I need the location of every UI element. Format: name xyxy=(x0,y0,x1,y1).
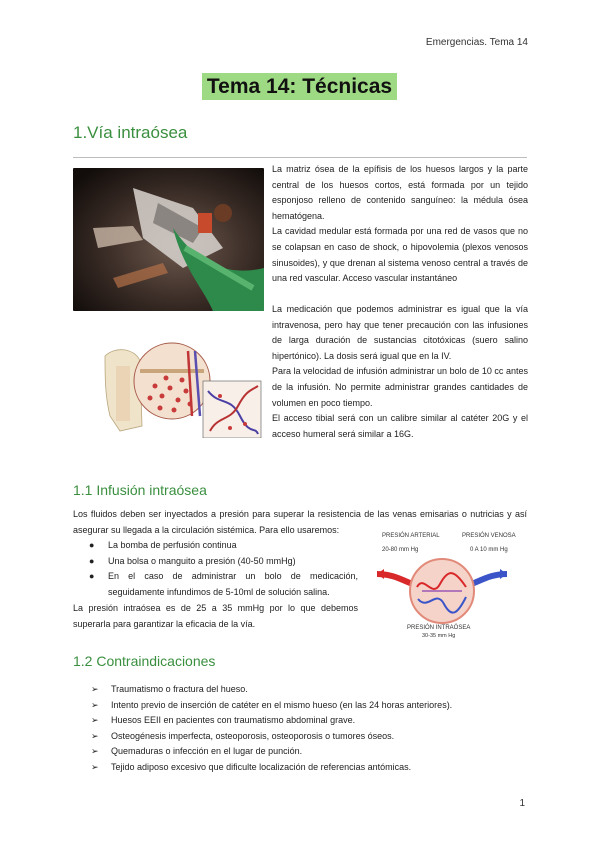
list-item-text: Quemaduras o infección en el lugar de punción. xyxy=(111,746,303,757)
list-item xyxy=(89,569,358,600)
page-number: 1 xyxy=(519,798,525,809)
list-item xyxy=(91,744,531,760)
section1-text-block-1 xyxy=(272,162,528,287)
bullet-icon: ● xyxy=(89,571,95,582)
paragraph: La matriz ósea de la epífisis de los huesos largos y la parte central de los huesos cortos, está formada por un tejido esponjoso relleno de contenido sanguíneo: la médula ósea hematógena. xyxy=(272,164,528,221)
arrow-bullet-icon: ➢ xyxy=(91,761,99,772)
arrow-bullet-icon: ➢ xyxy=(91,746,99,757)
list-item xyxy=(91,760,531,776)
page-title: Tema 14: Técnicas xyxy=(202,73,397,100)
list-item-text: Huesos EEII en pacientes con traumatismo abdominal grave. xyxy=(111,715,356,726)
paragraph: Los fluidos deben ser inyectados a presión para superar la resistencia de las venas emisarias o nutricias y así asegurar su llegada a la circulación sistémica. Para ello usaremos: xyxy=(73,509,527,535)
paragraph: El acceso tibial será con un calibre similar al catéter 20G y el acceso humeral será similar a 16G. xyxy=(272,413,528,439)
list-item-text: Tejido adiposo excesivo que dificulte localización de referencias antómicas. xyxy=(111,761,412,772)
section-heading-contraindicaciones: 1.2 Contraindicaciones xyxy=(73,653,216,669)
list-item xyxy=(89,538,358,554)
venous-pressure-label: PRESIÓN VENOSA xyxy=(462,533,516,539)
list-item xyxy=(91,729,531,745)
pressure-diagram xyxy=(362,529,522,639)
list-item-text: Una bolsa o manguito a presión (40-50 mmHg) xyxy=(108,555,296,566)
arterial-pressure-value: 20-80 mm Hg xyxy=(382,547,419,553)
list-item xyxy=(89,554,358,570)
intraosseous-pressure-value: 30-35 mm Hg xyxy=(422,633,456,639)
section-heading-infusion-intraosea: 1.1 Infusión intraósea xyxy=(73,482,207,498)
paragraph: La cavidad medular está formada por una red de vasos que no se colapsan en caso de shock, o hipovolemia (plexos venosos sinusoides), y que drenan al sistema venoso central a través de una red vascular. Acceso vascular instantáneo xyxy=(272,226,528,284)
arrow-bullet-icon: ➢ xyxy=(91,730,99,741)
contraindications-list xyxy=(91,682,531,776)
list-item-text: En el caso de administrar un bolo de medicación, seguidamente infundimos de 5-10ml de solución salina. xyxy=(108,571,358,597)
intraosseous-device-photo xyxy=(73,168,264,311)
running-header: Emergencias. Tema 14 xyxy=(425,37,528,48)
section-heading-via-intraosea: 1.Vía intraósea xyxy=(73,123,188,142)
arterial-pressure-label: PRESIÓN ARTERIAL xyxy=(382,533,440,539)
intraosseous-pressure-label: PRESIÓN INTRAÓSEA xyxy=(407,625,471,631)
paragraph: La presión intraósea es de 25 a 35 mmHg por lo que debemos superarla para garantizar la eficacia de la vía. xyxy=(73,603,358,629)
venous-pressure-value: 0 A 10 mm Hg xyxy=(470,547,508,553)
infusion-closing xyxy=(73,601,358,632)
list-item-text: Osteogénesis imperfecta, osteoporosis, osteoporosis o tumores óseos. xyxy=(111,730,395,741)
heading-divider xyxy=(73,157,527,158)
arrow-bullet-icon: ➢ xyxy=(91,684,99,694)
bullet-icon: ● xyxy=(89,555,95,566)
arrow-bullet-icon: ➢ xyxy=(91,699,99,710)
paragraph: Para la velocidad de infusión administrar un bolo de 10 cc antes de la infusión. No permite administrar grandes cantidades de volumen en poco tiempo. xyxy=(272,366,528,408)
section1-text-block-2 xyxy=(272,302,528,442)
bullet-icon: ● xyxy=(89,540,95,550)
list-item xyxy=(91,713,531,729)
list-item-text: Intento previo de inserción de catéter en el mismo hueso (en las 24 horas anteriores). xyxy=(111,699,453,710)
list-item xyxy=(91,682,531,698)
paragraph: La medicación que podemos administrar es igual que la vía intravenosa, pero hay que tener precaución con las infusiones de larga duración de sustancias citotóxicas (suero salino hipertónico). La dosis será igual que en la IV. xyxy=(272,304,528,361)
infusion-methods-list xyxy=(89,538,358,600)
bone-marrow-anatomy-diagram xyxy=(100,336,262,438)
arrow-bullet-icon: ➢ xyxy=(91,715,99,726)
list-item xyxy=(91,698,531,714)
list-item-text: La bomba de perfusión continua xyxy=(108,540,237,550)
list-item-text: Traumatismo o fractura del hueso. xyxy=(111,684,248,694)
